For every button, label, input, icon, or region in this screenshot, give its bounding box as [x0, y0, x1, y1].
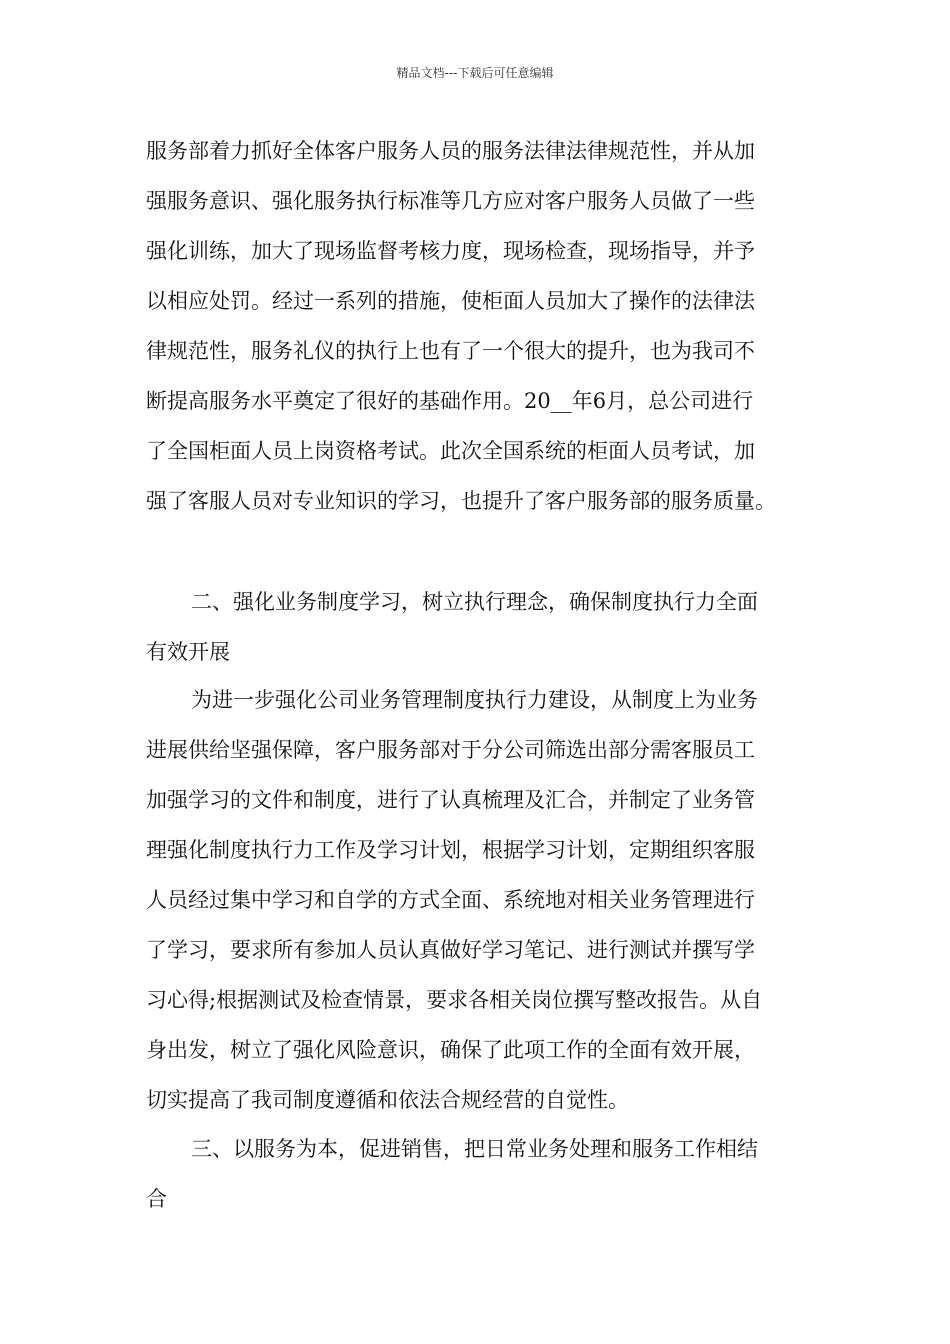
text-line: 切实提高了我司制度遵循和依法合规经营的自觉性。: [146, 1088, 629, 1112]
text-line: 强化训练，加大了现场监督考核力度，现场检查，现场指导，并予: [146, 239, 755, 263]
text-line: 为进一步强化公司业务管理制度执行力建设，从制度上为业务: [191, 688, 758, 712]
text-line: 人员经过集中学习和自学的方式全面、系统地对相关业务管理进行: [146, 888, 755, 912]
text-line: 加强学习的文件和制度，进行了认真梳理及汇合，并制定了业务管: [146, 788, 755, 812]
section-heading-3: [146, 1124, 816, 1224]
text-line: 强了客服人员对专业知识的学习，也提升了客户服务部的服务质量。: [146, 489, 776, 513]
heading-line: 三、以服务为本，促进销售，把日常业务处理和服务工作相结: [191, 1137, 758, 1161]
text-line: 进展供给坚强保障，客户服务部对于分公司筛选出部分需客服员工: [146, 738, 755, 762]
text-line: 了学习，要求所有参加人员认真做好学习笔记、进行测试并撰写学: [146, 938, 755, 962]
page-header: 精品文档---下载后可任意编辑: [396, 66, 554, 80]
text-line: 强服务意识、强化服务执行标准等几方应对客户服务人员做了一些: [146, 189, 755, 213]
paragraph-service-standards: [146, 126, 816, 526]
section-heading-2: [146, 577, 816, 677]
heading-line: 有效开展: [146, 640, 230, 664]
text-line: 服务部着力抓好全体客户服务人员的服务法律法律规范性，并从加: [146, 139, 755, 163]
text-line: 以相应处罚。经过一系列的措施，使柜面人员加大了操作的法律法: [146, 289, 755, 313]
text-line: 身出发，树立了强化风险意识，确保了此项工作的全面有效开展，: [146, 1038, 755, 1062]
heading-line: 二、强化业务制度学习，树立执行理念，确保制度执行力全面: [191, 590, 758, 614]
text-line: 律规范性，服务礼仪的执行上也有了一个很大的提升，也为我司不: [146, 339, 755, 363]
paragraph-system-study: [146, 675, 816, 1125]
text-line: 理强化制度执行力工作及学习计划，根据学习计划，定期组织客服: [146, 838, 755, 862]
text-line: 习心得;根据测试及检查情景，要求各相关岗位撰写整改报告。从自: [146, 988, 763, 1012]
heading-line: 合: [146, 1187, 167, 1211]
text-line: 了全国柜面人员上岗资格考试。此次全国系统的柜面人员考试，加: [146, 439, 755, 463]
text-line: 断提高服务水平奠定了很好的基础作用。20__年6月，总公司进行: [146, 389, 754, 413]
